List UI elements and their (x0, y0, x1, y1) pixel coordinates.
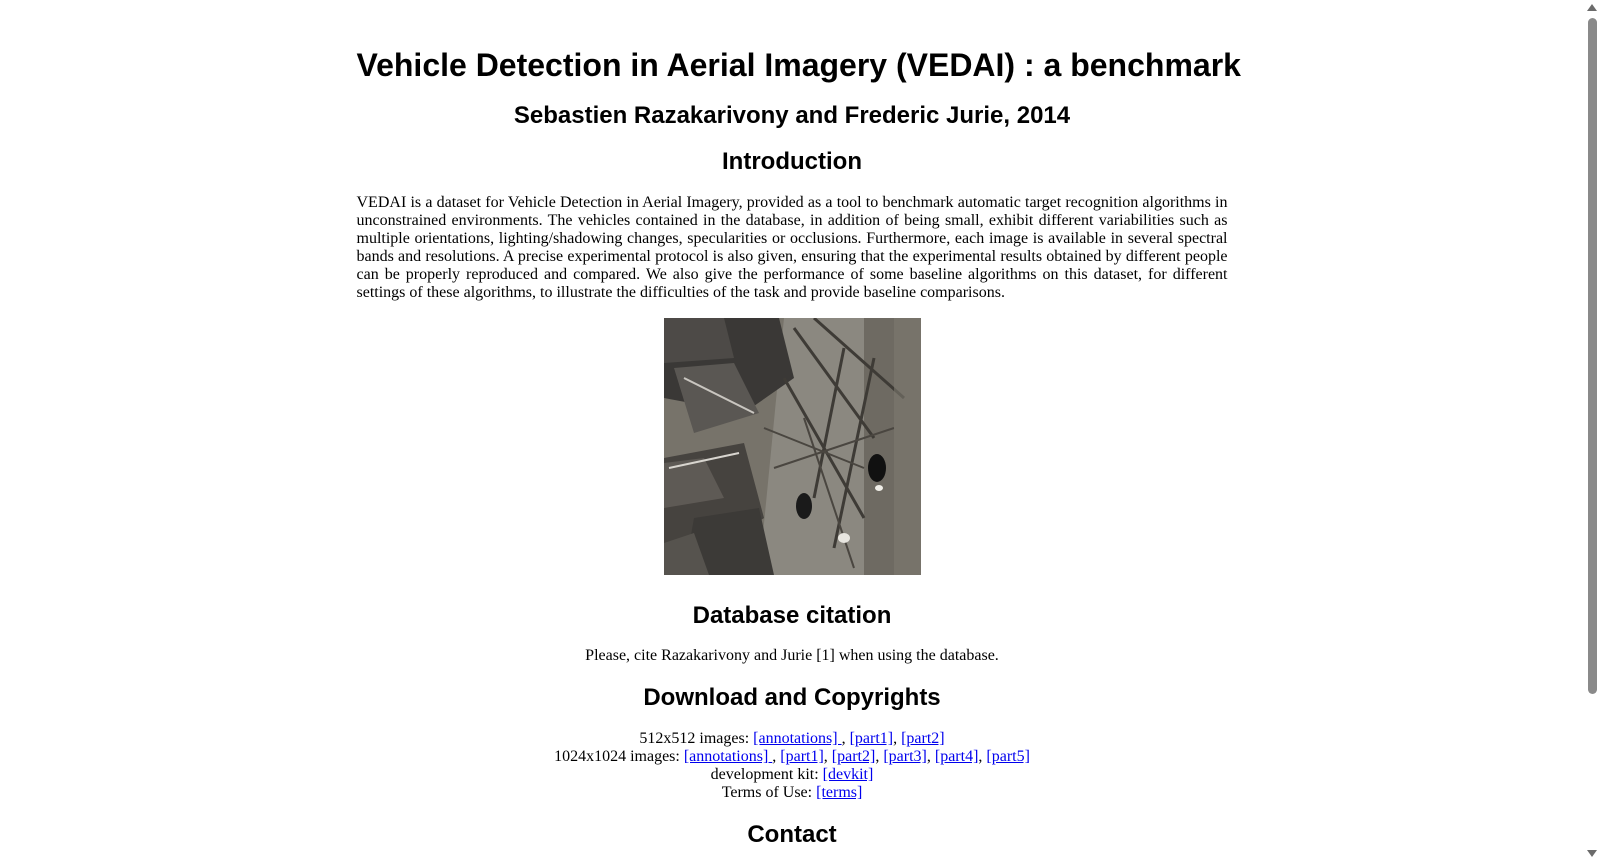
scrollbar-thumb[interactable] (1588, 18, 1597, 694)
main-content (356, 0, 1241, 850)
part3-1024-link[interactable]: [part3] (883, 748, 927, 765)
terms-link[interactable]: [terms] (816, 784, 863, 801)
introduction-heading: Introduction (722, 148, 862, 175)
annotations-512-link[interactable]: [annotations] (753, 730, 842, 747)
vertical-scrollbar[interactable] (1584, 0, 1600, 861)
download-row-512 (357, 730, 1228, 748)
part5-1024-link[interactable]: [part5] (986, 748, 1030, 765)
aerial-image (664, 318, 921, 575)
download-list (357, 730, 1228, 802)
arrow-up-icon[interactable] (1587, 4, 1597, 11)
citation-text: Please, cite Razakarivony and Jurie [1] when using the database. (585, 647, 999, 664)
introduction-text: VEDAI is a dataset for Vehicle Detection in Aerial Imagery, provided as a tool to benchmark automatic target recognition algorithms in unconstrained environments. The vehicles contained in the database, in addition of being small, exhibit different variabilities such as multiple orientations, lighting/shadowing changes, specularities or occlusions. Furthermore, each image is available in several spectral bands and resolutions. A precise experimental protocol is also given, ensuring that the experimental results obtained by different people can be properly reproduced and compared. We also give the performance of some baseline algorithms on this dataset, for different settings of these algorithms, to illustrate the difficulties of the task and provide baseline comparisons. (356, 194, 1228, 301)
separator: , (841, 730, 850, 747)
separator: , (978, 748, 987, 765)
download-row-devkit (357, 766, 1228, 784)
separator: , (823, 748, 832, 765)
part1-1024-link[interactable]: [part1] (780, 748, 824, 765)
separator: , (875, 748, 884, 765)
authors-heading: Sebastien Razakarivony and Frederic Jurie, 2014 (513, 102, 1071, 129)
separator: , (893, 730, 902, 747)
download-row-label: 512x512 images: (639, 730, 754, 747)
separator: , (772, 748, 781, 765)
download-heading: Download and Copyrights (643, 684, 941, 711)
part2-1024-link[interactable]: [part2] (831, 748, 876, 765)
separator: , (926, 748, 935, 765)
devkit-link[interactable]: [devkit] (822, 766, 874, 783)
part1-512-link[interactable]: [part1] (849, 730, 894, 747)
contact-heading: Contact (747, 821, 837, 848)
download-row-terms (357, 784, 1228, 802)
download-row-label: Terms of Use: (721, 784, 817, 801)
download-row-1024 (357, 748, 1228, 766)
part4-1024-link[interactable]: [part4] (934, 748, 979, 765)
aerial-image-graphic (664, 318, 921, 575)
download-row-label: development kit: (710, 766, 823, 783)
arrow-down-icon[interactable] (1587, 850, 1597, 857)
part2-512-link[interactable]: [part2] (901, 730, 945, 747)
citation-heading: Database citation (692, 602, 892, 629)
annotations-1024-link[interactable]: [annotations] (683, 748, 773, 765)
page-title: Vehicle Detection in Aerial Imagery (VEDAI) : a benchmark (356, 47, 1241, 83)
download-row-label: 1024x1024 images: (554, 748, 684, 765)
